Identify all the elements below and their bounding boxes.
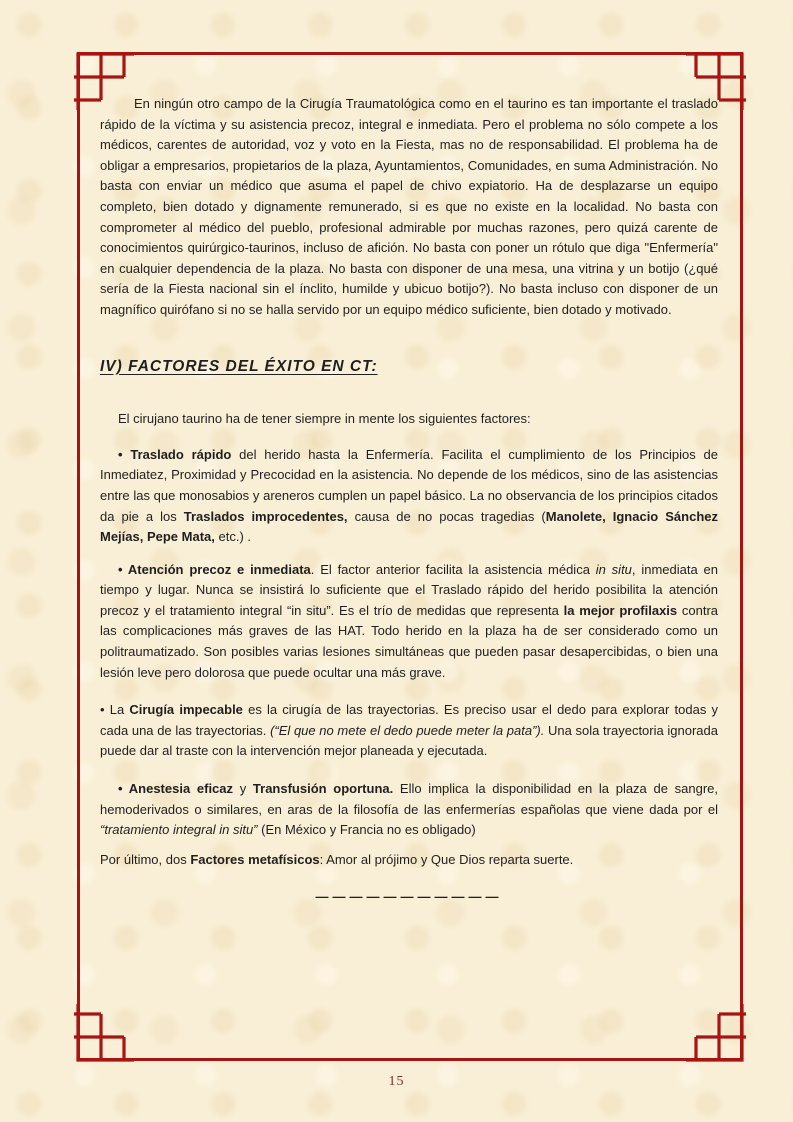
lead-sentence: El cirujano taurino ha de tener siempre in mente los siguientes factores: [118,411,531,427]
frame-corner-ornament-bottom-left-icon [74,1004,134,1064]
bullet-cirugia-impecable: • La Cirugía impecable es la cirugía de las trayectorias. Es preciso usar el dedo para explorar todas y cada una de las trayectorias. (“El que no mete el dedo puede meter la pata”). Una sola trayectoria ignorada puede dar al traste con la intervención mejor planeada y ejecutada. [100,702,718,759]
frame-corner-ornament-bottom-right-icon [686,1004,746,1064]
bullet-traslado-rapido: • Traslado rápido del herido hasta la Enfermería. Facilita el cumplimiento de los Principios de Inmediatez, Proximidad y Precocidad en la asistencia. No depende de los médicos, sino de las asistencias entre las que monosabios y areneros cumplen un papel básico. La no observancia de los principios citados da pie a los Traslados improcedentes, causa de no pocas tragedias (Manolete, Ignacio Sánchez Mejías, Pepe Mata, etc.) . [100,446,719,545]
section-heading: IV) FACTORES DEL ÉXITO EN CT: [100,357,378,375]
page-number: 15 [388,1074,405,1089]
bullet-atencion-precoz: • Atención precoz e inmediata. El factor anterior facilita la asistencia médica in situ, inmediata en tiempo y lugar. Nunca se insistirá lo suficiente que el Traslado rápido del herido posibilita la atención precoz y el tratamiento integral “in situ”. Es el trío de medidas que representa la mejor profilaxis contra las complicaciones más graves de las HAT. Todo herido en la plaza ha de ser considerado como un politraumatizado. Son posibles varias lesiones simultáneas que pueden pasar desapercibidas, o bien una lesión leve pero dolorosa que puede ocultar una más grave. [100,561,719,680]
closing-paragraph: Por último, dos Factores metafísicos: Amor al prójimo y Que Dios reparta suerte. [100,851,574,867]
intro-paragraph: En ningún otro campo de la Cirugía Traumatológica como en el taurino es tan importante el traslado rápido de la víctima y su asistencia precoz, integral e inmediata. Pero el problema no sólo compete a los médicos, carentes de autoridad, voz y voto en la Fiesta, mas no de responsabilidad. El problema ha de obligar a empresarios, propietarios de la plaza, Ayuntamientos, Comunidades, en suma Administración. No basta con enviar un médico que asuma el papel de chivo expiatorio. Ha de desplazarse un equipo completo, bien dotado y dignamente remunerado, si es que no existe en la localidad. No basta con comprometer al médico del pueblo, profesional admirable por muchas razones, pero quizá carente de conocimientos quirúrgico-taurinos, incluso de afición. No basta con poner un rótulo que diga "Enfermería" en cualquier dependencia de la plaza. No basta con disponer de una mesa, una vitrina y un botijo (¿qué sería de la Fiesta nacional sin el ínclito, humilde y ubicuo botijo?). No basta incluso con disponer de un magnífico quirófano si no se halla servido por un equipo médico suficiente, bien dotado y motivado. [100,96,718,317]
separator-dashes: ——————————— [315,889,503,905]
bullet-anestesia-transfusion: • Anestesia eficaz y Transfusión oportuna. Ello implica la disponibilidad en la plaza de sangre, hemoderivados o similares, en aras de la filosofía de las enfermerías españolas que viene dada por el “tratamiento integral in situ” (En México y Francia no es obligado) [100,781,719,838]
document-body [100,94,718,908]
